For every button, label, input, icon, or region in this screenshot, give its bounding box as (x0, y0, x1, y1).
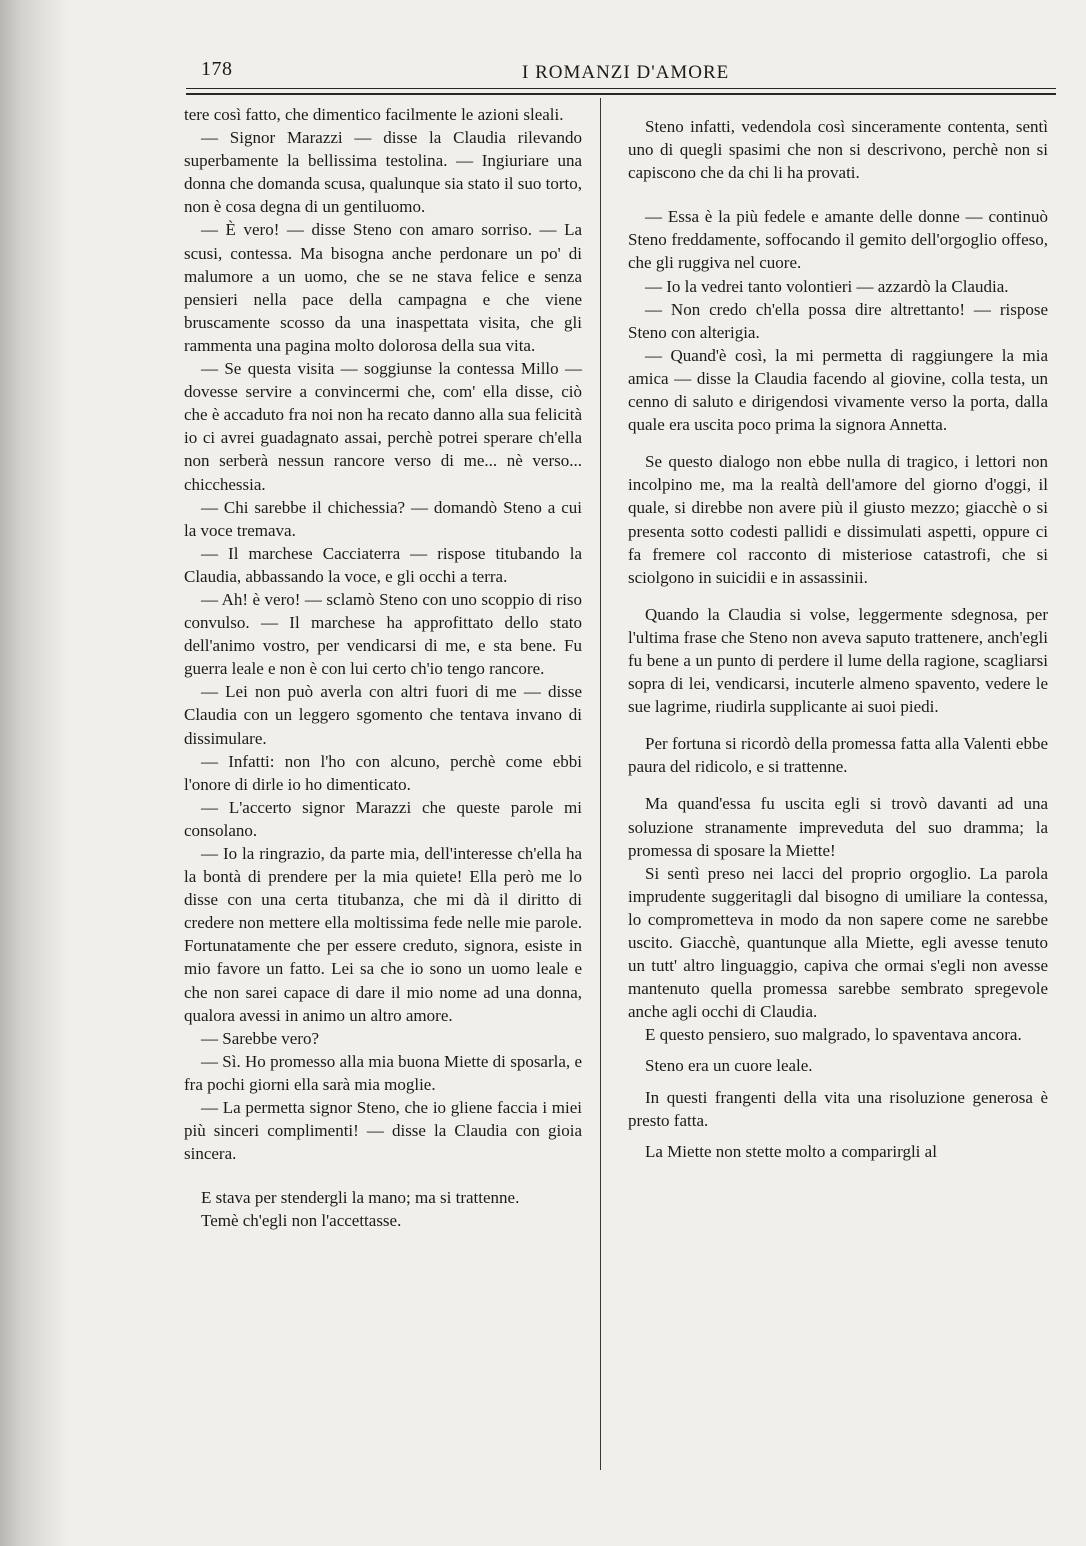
paragraph: Quando la Claudia si volse, leggermente sdegnosa, per l'ultima frase che Steno non aveva saputo trattenere, anch'egli fu bene a un punto di perdere il lume della ragione, scagliarsi sopra di lei, vendicarsi, incuterle almeno spavento, vedere le sue lagrime, riudirla supplicante ai suoi piedi. (628, 604, 1048, 717)
paragraph: E questo pensiero, suo malgrado, lo spaventava ancora. (645, 1025, 1022, 1045)
header-rule-double (186, 93, 1056, 95)
paragraph: — È vero! — disse Steno con amaro sorriso. — La scusi, contessa. Ma bisogna anche perdonare un po' di malumore a un uomo, che se ne stava felice e senza pensieri nella pace della campagna e che viene bruscamente scosso da una inaspettata visita, che gli rammenta una pagina molto dolorosa della sua vita. (184, 220, 582, 355)
paragraph: — Lei non può averla con altri fuori di me — disse Claudia con un leggero sgomento che tentava invano di dissimulare. (184, 682, 582, 748)
paragraph: — Signor Marazzi — disse la Claudia rilevando superbamente la bellissima testolina. — Ingiuriare una donna che domanda scusa, qualunque sia stato il suo torto, non è cosa degna di un gentiluomo. (184, 128, 582, 217)
column-divider (600, 98, 601, 1470)
paragraph: — Infatti: non l'ho con alcuno, perchè come ebbi l'onore di dirle io ho dimenticato. (184, 751, 582, 794)
paragraph: — Essa è la più fedele e amante delle donne — continuò Steno freddamente, soffocando il gemito dell'orgoglio offeso, che gli ruggiva nel cuore. (628, 207, 1048, 273)
paragraph: — Quand'è così, la mi permetta di raggiungere la mia amica — disse la Claudia facendo al giovine, colla testa, un cenno di saluto e dirigendosi vivamente verso la porta, dalla quale era uscita poco prima la signora Annetta. (628, 345, 1048, 435)
right-column (628, 115, 1048, 1163)
paragraph: — L'accerto signor Marazzi che queste parole mi consolano. (184, 797, 582, 840)
paragraph: In questi frangenti della vita una risoluzione generosa è presto fatta. (628, 1087, 1048, 1130)
paragraph: — Il marchese Cacciaterra — rispose titubando la Claudia, abbassando la voce, e gli occhi a terra. (184, 543, 582, 586)
paragraph: Steno era un cuore leale. (645, 1056, 813, 1076)
paragraph: Si sentì preso nei lacci del proprio orgoglio. La parola imprudente suggeritagli dal bisogno di umiliare la contessa, lo comprometteva in modo da non sapere come ne sarebbe uscito. Giacchè, quantunque alla Miette, egli avesse tenuto un tutt' altro linguaggio, capiva che ormai s'egli non avesse mantenuto quella promessa sarebbe sembrato spregevole anche agli occhi di Claudia. (628, 863, 1048, 1022)
paragraph: Temè ch'egli non l'accettasse. (201, 1211, 402, 1231)
paragraph: — Chi sarebbe il chichessia? — domandò Steno a cui la voce tremava. (184, 497, 582, 540)
left-column (184, 103, 582, 1233)
paragraph: tere così fatto, che dimentico facilmente le azioni sleali. (184, 105, 564, 124)
paragraph: — Io la vedrei tanto volontieri — azzardò la Claudia. (645, 276, 1009, 296)
paragraph: — Sarebbe vero? (201, 1028, 320, 1048)
page-number: 178 (201, 58, 233, 80)
paragraph: — Se questa visita — soggiunse la contessa Millo — dovesse servire a convincermi che, com' ella disse, ciò che è accaduto fra noi non ha recato danno alla sua felicità io ci avrei guadagnato assai, perchè potrei sperare ch'ella non serberà nessun rancore verso di me... nè verso... chicchessia. (184, 359, 582, 494)
paragraph: — Io la ringrazio, da parte mia, dell'interesse ch'ella ha la bontà di prendere per la mia quiete! Ella però me lo disse con una certa titubanza, che mi dà il diritto di credere non mettere ella moltissima fede nelle mie parole. Fortunatamente che per essere creduto, signora, esiste in mio favore un fatto. Lei sa che io sono un uomo leale e che non sarei capace di dare il mio nome ad una donna, qualora avessi in animo un altro amore. (184, 844, 582, 1025)
paragraph: Se questo dialogo non ebbe nulla di tragico, i lettori non incolpino me, ma la realtà dell'amore del giorno d'oggi, il quale, si direbbe non avere più il giusto mezzo; giacchè o si presenta sotto codesti pallidi e dissimulati aspetti, oppure ci fa fremere col racconto di misteriose catastrofi, che si sciolgono in suicidii e in assassinii. (628, 452, 1048, 587)
paragraph: Ma quand'essa fu uscita egli si trovò davanti ad una soluzione stranamente impreveduta del suo dramma; la promessa di sposare la Miette! (628, 794, 1048, 860)
paragraph: — Non credo ch'ella possa dire altrettanto! — rispose Steno con alterigia. (628, 299, 1048, 342)
paragraph: La Miette non stette molto a comparirgli al (645, 1141, 937, 1161)
paragraph: Per fortuna si ricordò della promessa fatta alla Valenti ebbe paura del ridicolo, e si trattenne. (628, 734, 1048, 777)
paragraph: — La permetta signor Steno, che io gliene faccia i miei più sinceri complimenti! — disse la Claudia con gioia sincera. (184, 1098, 582, 1164)
paragraph: — Sì. Ho promesso alla mia buona Miette di sposarla, e fra pochi giorni ella sarà mia moglie. (184, 1051, 582, 1094)
paragraph: — Ah! è vero! — sclamò Steno con uno scoppio di riso convulso. — Il marchese ha approfittato dello stato dell'animo vostro, per vendicarsi di me, e sta bene. Fu guerra leale e non è con lui certo ch'io tengo rancore. (184, 589, 582, 679)
header-rule (186, 88, 1056, 89)
binding-gutter (0, 0, 70, 1546)
paragraph: Steno infatti, vedendola così sinceramente contenta, sentì uno di quegli spasimi che non si descrivono, perchè non si capiscono che da chi li ha provati. (628, 117, 1048, 183)
running-title: I ROMANZI D'AMORE (522, 62, 730, 83)
paragraph: E stava per stendergli la mano; ma si trattenne. (201, 1188, 520, 1208)
